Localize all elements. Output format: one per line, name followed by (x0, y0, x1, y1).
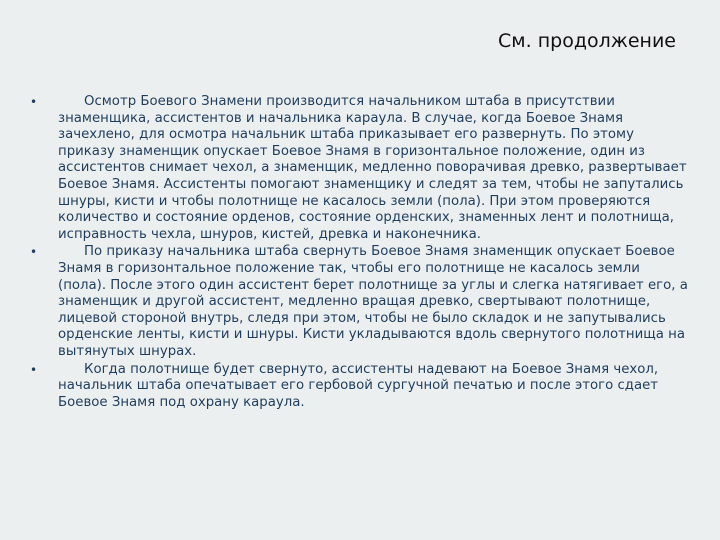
paragraph-text: Осмотр Боевого Знамени производится начальником штаба в присутствии знаменщика, ассистентов и начальника караула. В случае, когда Боевое Знамя зачехлено, для осмотра начальник штаба приказывает его развернуть. По этому приказу знаменщик опускает Боевое Знамя в горизонтальное положение, один из ассистентов снимает чехол, а знаменщик, медленно поворачивая древко, развертывает Боевое Знамя. Ассистенты помогают знаменщику и следят за тем, чтобы не запутались шнуры, кисти и чтобы полотнище не касалось земли (пола). При этом проверяются количество и состояние орденов, состояние орденских, знаменных лент и полотнища, исправность чехла, шнуров, кистей, древка и наконечника. (58, 94, 687, 242)
list-item (30, 244, 692, 360)
bullet-marker: • (30, 245, 38, 260)
bullet-marker: • (30, 95, 38, 109)
paragraph-text: По приказу начальника штаба свернуть Боевое Знамя знаменщик опускает Боевое Знамя в горизонтальное положение так, чтобы его полотнище не касалось земли (пола). После этого один ассистент берет полотнище за углы и слегка натягивает его, а знаменщик и другой ассистент, медленно вращая древко, свертывают полотнище, лицевой стороной внутрь, следя при этом, чтобы не было складок и не запутывались орденские ленты, кисти и шнуры. Кисти укладываются вдоль свернутого полотнища на вытянутых шнурах. (58, 244, 688, 359)
page-title: См. продолжение (498, 30, 676, 52)
paragraph-text: Когда полотнище будет свернуто, ассистенты надевают на Боевое Знамя чехол, начальник штаба опечатывает его гербовой сургучной печатью и после этого сдает Боевое Знамя под охрану караула. (58, 361, 659, 410)
list-item (30, 362, 692, 412)
list-item (30, 94, 692, 243)
bullet-list (30, 94, 692, 412)
bullet-marker: • (30, 362, 38, 377)
